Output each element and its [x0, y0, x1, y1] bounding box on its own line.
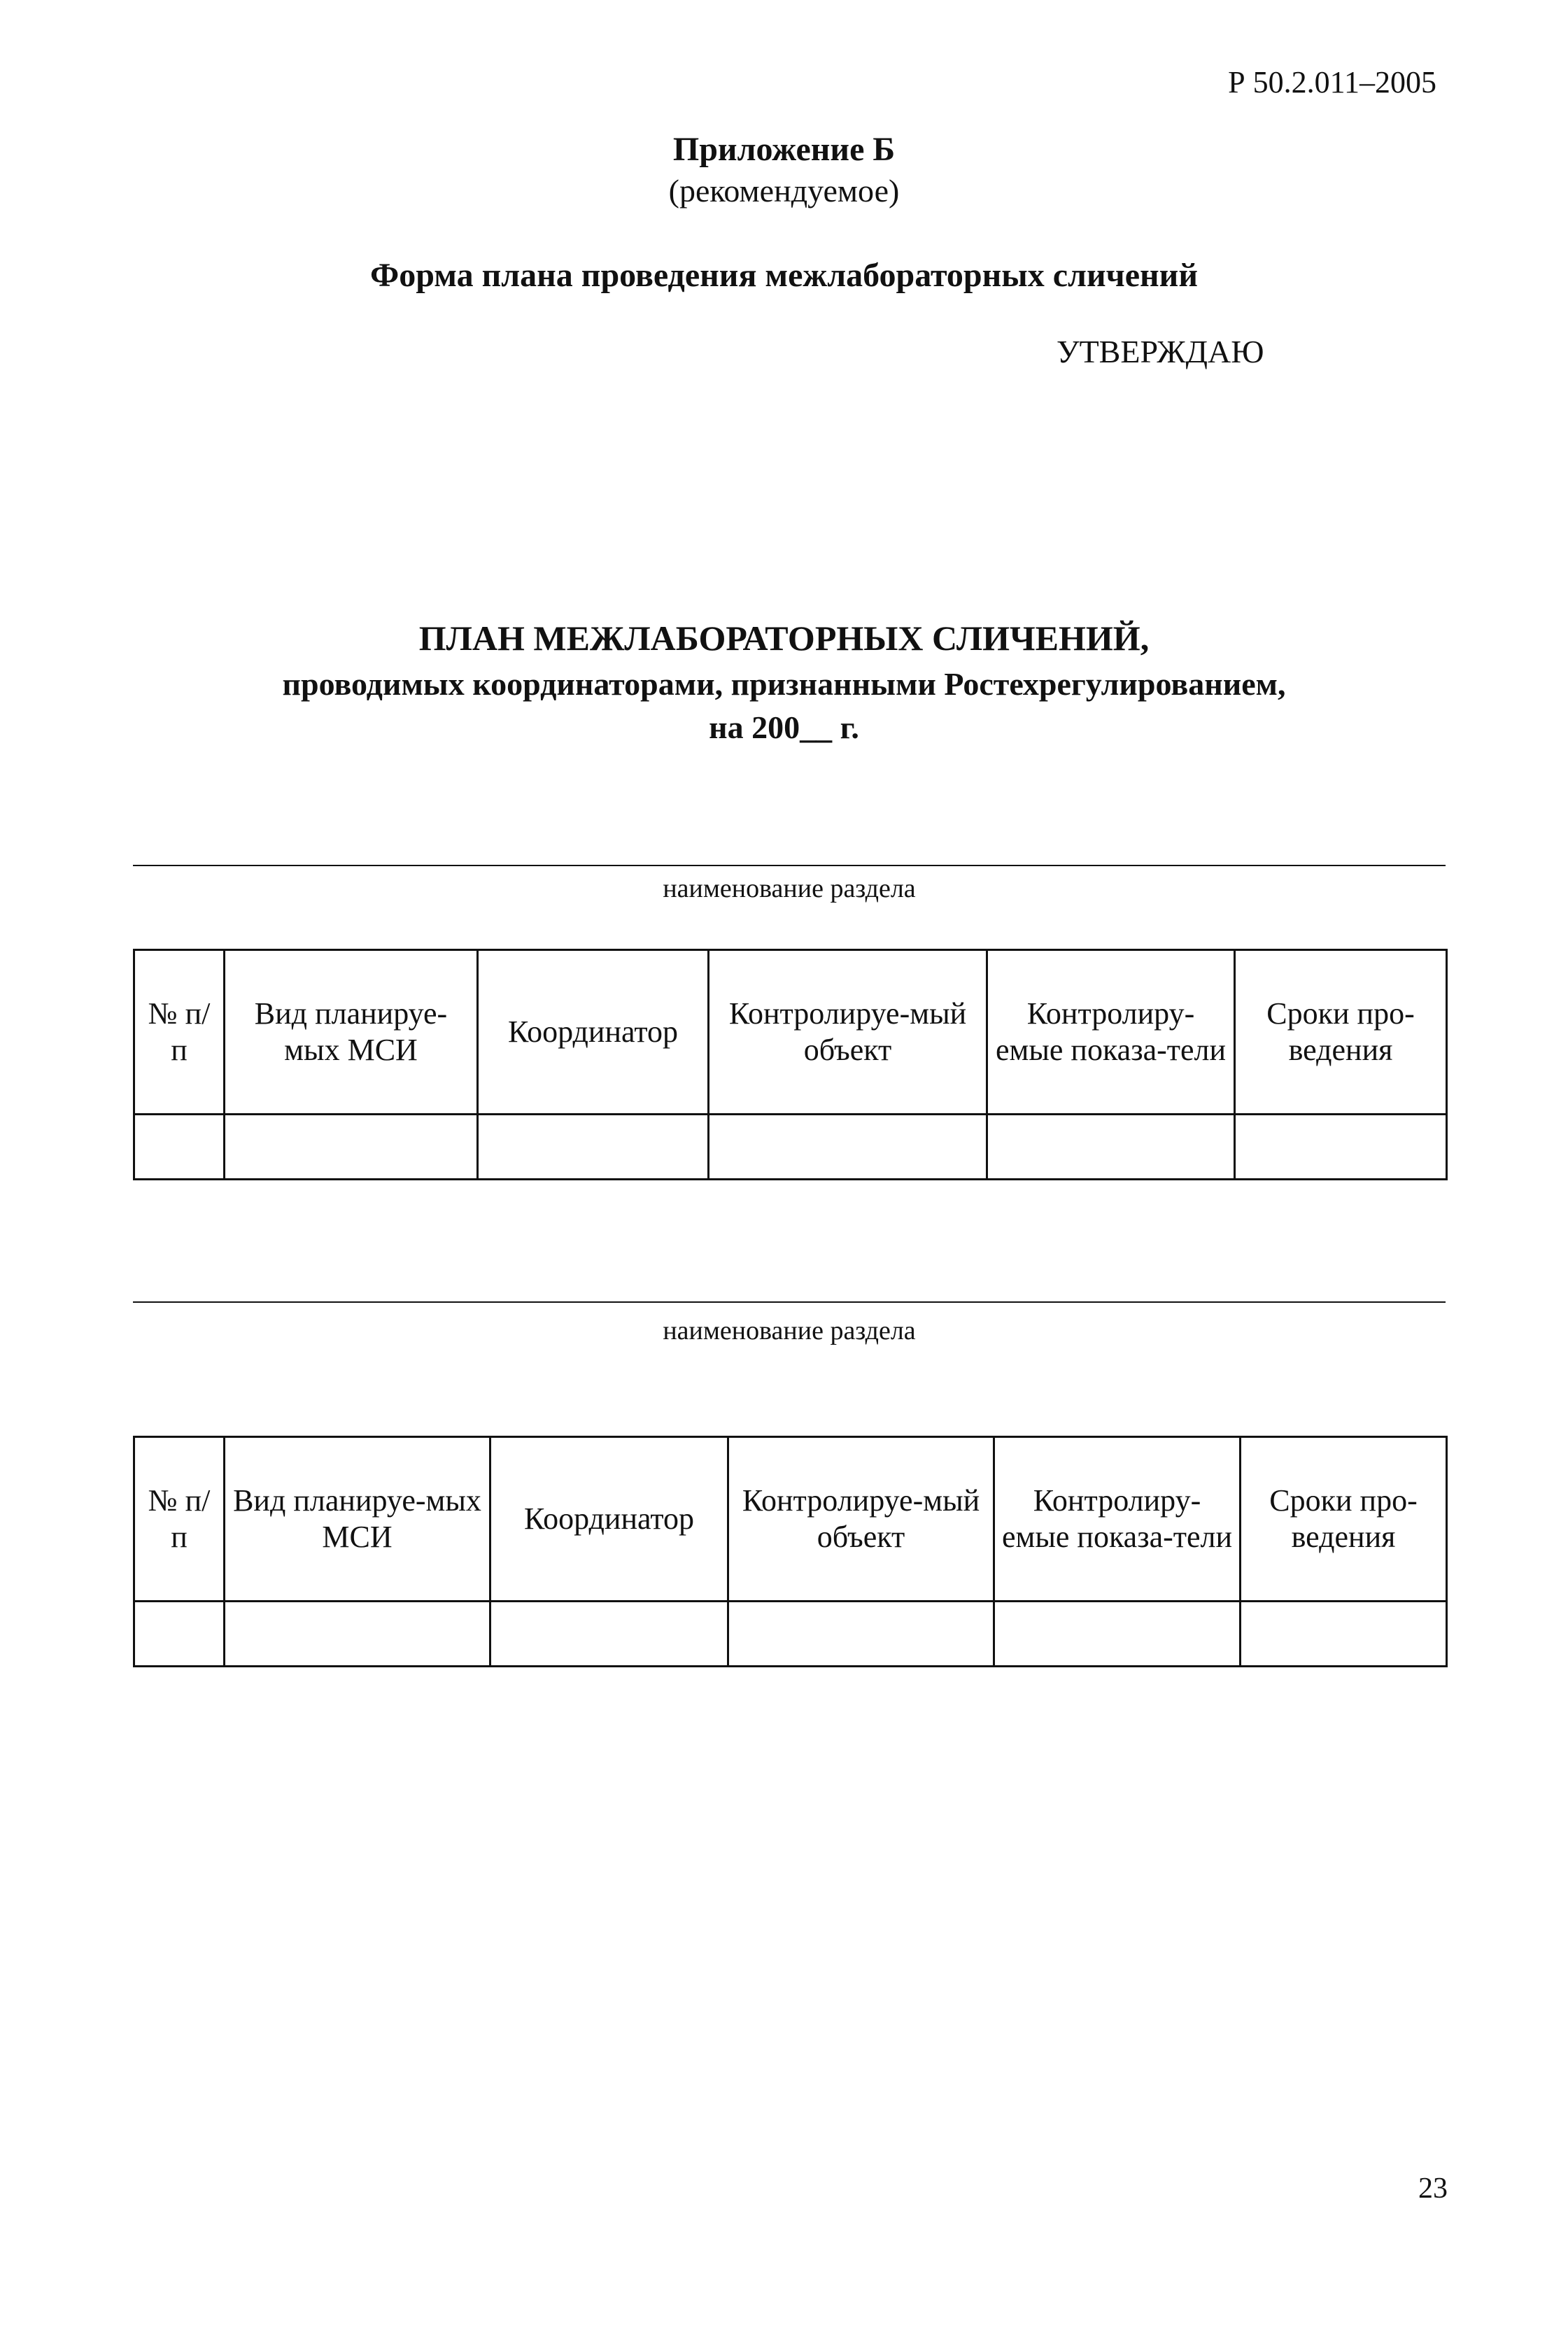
table-cell[interactable]	[1241, 1602, 1447, 1667]
column-header-coordinator: Координатор	[478, 950, 709, 1115]
appendix-subtitle: (рекомендуемое)	[668, 173, 900, 209]
approve-label: УТВЕРЖДАЮ	[1057, 334, 1264, 369]
table-row	[134, 1602, 1447, 1667]
table-cell[interactable]	[134, 1602, 225, 1667]
table-cell[interactable]	[478, 1115, 709, 1180]
table-cell[interactable]	[994, 1602, 1241, 1667]
column-header-object: Контролируе-мый объект	[709, 950, 987, 1115]
table-cell[interactable]	[1235, 1115, 1447, 1180]
table-cell[interactable]	[709, 1115, 987, 1180]
column-header-number: № п/п	[134, 950, 225, 1115]
plan-title: ПЛАН МЕЖЛАБОРАТОРНЫХ СЛИЧЕНИЙ,	[418, 619, 1150, 658]
plan-subtitle: проводимых координаторами, признанными Ростехрегулированием,	[282, 666, 1286, 702]
page-number: 23	[1418, 2172, 1448, 2205]
table-cell[interactable]	[490, 1602, 728, 1667]
column-header-number: № п/п	[134, 1437, 225, 1602]
column-header-coordinator: Координатор	[490, 1437, 728, 1602]
table-cell[interactable]	[134, 1115, 225, 1180]
form-title: Форма плана проведения межлабораторных сличений	[370, 257, 1198, 294]
column-header-dates: Сроки про-ведения	[1241, 1437, 1447, 1602]
section-name-caption: наименование раздела	[663, 874, 916, 903]
plan-table	[133, 1436, 1448, 1667]
section-name-line	[133, 1301, 1446, 1303]
plan-year-line: на 200__ г.	[709, 709, 859, 745]
section-name-caption: наименование раздела	[663, 1316, 916, 1345]
column-header-indicators: Контролиру-емые показа-тели	[987, 950, 1235, 1115]
document-code: Р 50.2.011–2005	[1228, 65, 1436, 99]
column-header-dates: Сроки про-ведения	[1235, 950, 1447, 1115]
table-cell[interactable]	[987, 1115, 1235, 1180]
table-cell[interactable]	[225, 1115, 478, 1180]
plan-table	[133, 949, 1448, 1180]
column-header-type: Вид планируе-мых МСИ	[225, 1437, 490, 1602]
section-name-line	[133, 865, 1446, 866]
appendix-title: Приложение Б	[672, 131, 896, 168]
column-header-type: Вид планируе-мых МСИ	[225, 950, 478, 1115]
table-header-row	[134, 950, 1447, 1115]
table-header-row	[134, 1437, 1447, 1602]
column-header-object: Контролируе-мый объект	[728, 1437, 994, 1602]
column-header-indicators: Контролиру-емые показа-тели	[994, 1437, 1241, 1602]
table-cell[interactable]	[225, 1602, 490, 1667]
table-row	[134, 1115, 1447, 1180]
table-cell[interactable]	[728, 1602, 994, 1667]
